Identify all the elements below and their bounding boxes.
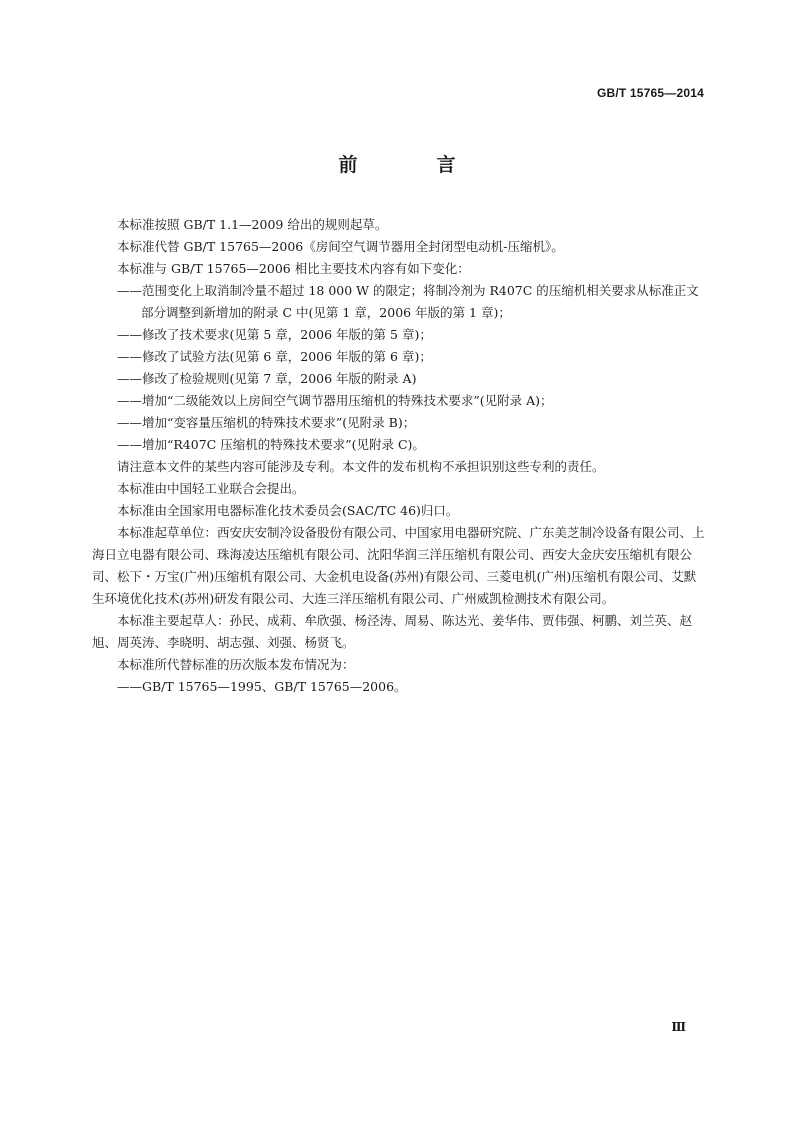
paragraph: 本标准所代替标准的历次版本发布情况为： bbox=[117, 657, 355, 672]
drafting-units: 本标准起草单位：西安庆安制冷设备股份有限公司、中国家用电器研究院、广东美芝制冷设备有限公司、上海日立电器有限公司、珠海凌达压缩机有限公司、沈阳华润三洋压缩机有限公司、西安大金庆安压缩机有限公司、松下・万宝(广州)压缩机有限公司、大金机电设备(苏州)有限公司、三菱电机(广州)压缩机有限公司、艾默生环境优化技术(苏州)研发有限公司、大连三洋压缩机有限公司、广州威凯检测技术有限公司。 bbox=[92, 525, 705, 606]
page-title: 前 言 bbox=[338, 154, 486, 176]
page-number: Ⅲ bbox=[671, 1020, 686, 1034]
edition-history: ——GB/T 15765—1995、GB/T 15765—2006。 bbox=[117, 679, 407, 694]
paragraph: 本标准代替 GB/T 15765—2006《房间空气调节器用全封闭型电动机-压缩机》。 bbox=[117, 239, 564, 254]
paragraph: 请注意本文件的某些内容可能涉及专利。本文件的发布机构不承担识别这些专利的责任。 bbox=[117, 459, 605, 474]
paragraph: 本标准按照 GB/T 1.1—2009 给出的规则起草。 bbox=[117, 217, 388, 232]
paragraph: 本标准由中国轻工业联合会提出。 bbox=[117, 481, 305, 496]
paragraph: 本标准由全国家用电器标准化技术委员会(SAC/TC 46)归口。 bbox=[117, 503, 459, 518]
change-item: ——增加“R407C 压缩机的特殊技术要求”(见附录 C)。 bbox=[117, 437, 425, 452]
change-item: ——修改了检验规则(见第 7 章，2006 年版的附录 A) bbox=[117, 371, 417, 386]
change-item: ——增加“二级能效以上房间空气调节器用压缩机的特殊技术要求”(见附录 A)； bbox=[117, 393, 553, 408]
change-item: ——修改了试验方法(见第 6 章，2006 年版的第 6 章)； bbox=[117, 349, 432, 364]
paragraph: 本标准与 GB/T 15765—2006 相比主要技术内容有如下变化： bbox=[117, 261, 470, 276]
document-body bbox=[92, 214, 705, 698]
change-item: ——修改了技术要求(见第 5 章，2006 年版的第 5 章)； bbox=[117, 327, 432, 342]
change-item: ——增加“变容量压缩机的特殊技术要求”(见附录 B)； bbox=[117, 415, 416, 430]
change-item: ——范围变化上取消制冷量不超过 18 000 W 的限定；将制冷剂为 R407C 的压缩机相关要求从标准正文部分调整到新增加的附录 C 中(见第 1 章，2006 年版的第 1 章)； bbox=[117, 283, 699, 320]
standard-number: GB/T 15765—2014 bbox=[596, 86, 704, 100]
drafters: 本标准主要起草人：孙民、成莉、牟欣强、杨泾涛、周易、陈达光、姜华伟、贾伟强、柯鹏、刘兰英、赵旭、周英涛、李晓明、胡志强、刘强、杨贤飞。 bbox=[92, 613, 693, 650]
